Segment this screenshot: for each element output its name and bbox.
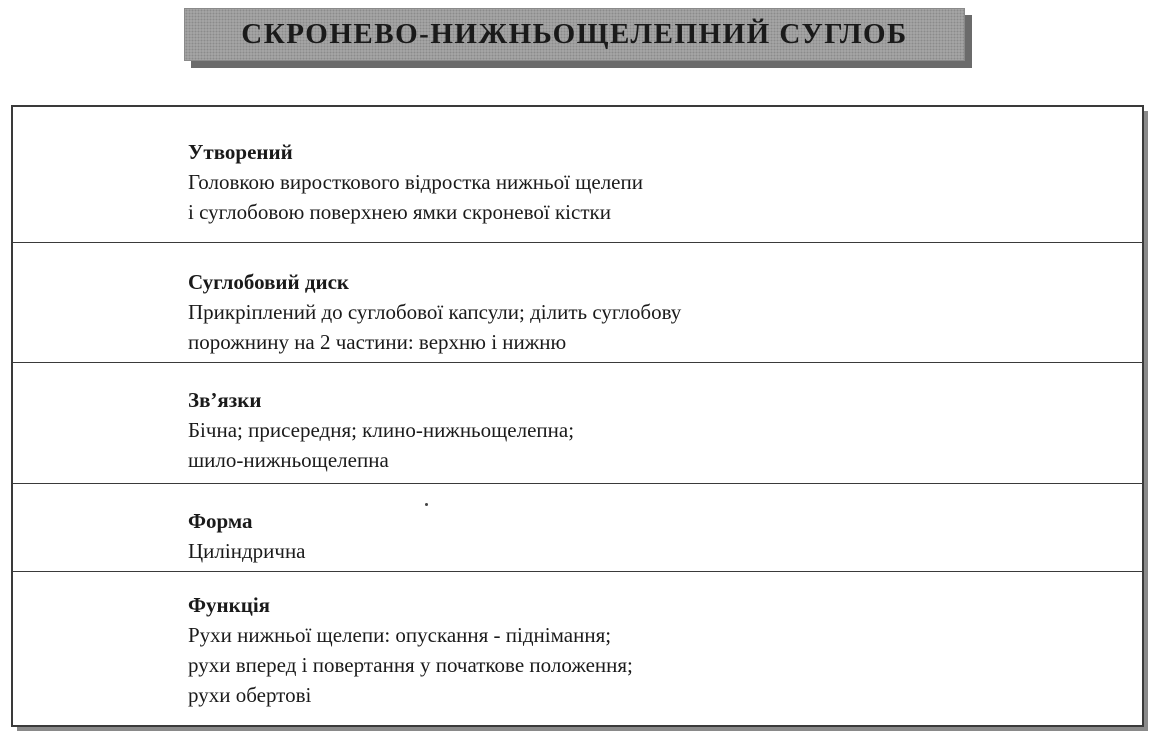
section-line: порожнину на 2 частини: верхню і нижню [188, 330, 567, 354]
section-line: Головкою виросткового відростка нижньої щелепи [188, 170, 643, 194]
section-line: Прикріплений до суглобової капсули; ділить суглобову [188, 300, 682, 324]
section-line: Циліндрична [188, 539, 306, 563]
section-line: Рухи нижньої щелепи: опускання - піднімання; [188, 623, 612, 647]
section-heading: Суглобовий диск [188, 270, 350, 294]
section-heading: Утворений [188, 140, 293, 164]
section-line: рухи обертові [188, 683, 312, 707]
info-panel [11, 105, 1144, 727]
section-line: Бічна; присередня; клино-нижньощелепна; [188, 418, 575, 442]
section-line: шило-нижньощелепна [188, 448, 389, 472]
section-line: і суглобовою поверхнею ямки скроневої кістки [188, 200, 611, 224]
section-heading: Зв’язки [188, 388, 262, 412]
section-line: рухи вперед і повертання у початкове положення; [188, 653, 633, 677]
section-heading: Форма [188, 509, 253, 533]
title-banner [184, 8, 973, 69]
section-articular-disc [13, 242, 1142, 362]
section-function [13, 571, 1142, 725]
title-box [184, 8, 965, 61]
section-formed-by [13, 107, 1142, 242]
page-title: СКРОНЕВО-НИЖНЬОЩЕЛЕПНИЙ СУГЛОБ [241, 18, 908, 50]
section-shape [13, 483, 1142, 571]
section-ligaments [13, 362, 1142, 483]
section-heading: Функція [188, 593, 271, 617]
